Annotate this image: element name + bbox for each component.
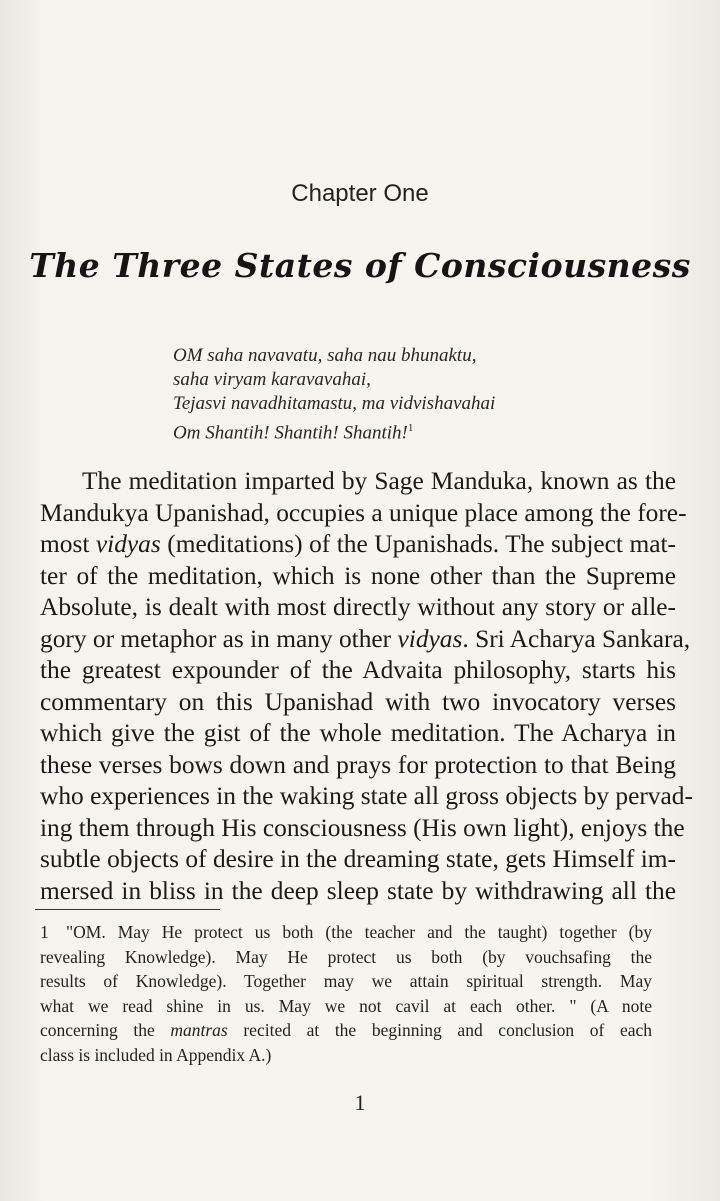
body-line: commentary on this Upanishad with two invocatory verses xyxy=(40,687,676,716)
body-line: The meditation imparted by Sage Manduka, known as the xyxy=(82,467,676,495)
body-text: . Sri Acharya Sankara, xyxy=(462,624,691,653)
body-line: who experiences in the waking state all gross objects by pervad- xyxy=(40,782,693,810)
body-line: mersed in bliss in the deep sleep state by withdrawing all the xyxy=(40,876,676,905)
page-number: 1 xyxy=(354,1090,366,1115)
invocation-line-last xyxy=(173,416,643,445)
invocation-line: OM saha navavatu, saha nau bhunaktu, xyxy=(173,345,477,366)
chapter-title: The Three States of Consciousness xyxy=(29,246,691,285)
body-line: which give the gist of the whole meditation. The Acharya in xyxy=(40,719,676,747)
body-text: most xyxy=(40,530,96,558)
invocation-verse xyxy=(173,344,643,445)
invocation-line: Tejasvi navadhitamastu, ma vidvishavahai xyxy=(173,393,496,414)
italic-term: mantras xyxy=(170,1020,228,1040)
body-paragraph xyxy=(40,466,693,907)
footnote-text: recited at the beginning and conclusion of each xyxy=(227,1020,652,1040)
footnote-divider xyxy=(35,909,220,910)
body-text: gory or metaphor as in many other xyxy=(40,624,398,653)
invocation-line: saha viryam karavavahai, xyxy=(173,369,371,390)
body-line xyxy=(40,624,691,656)
chapter-label: Chapter One xyxy=(291,180,429,207)
invocation-line-text: Om Shantih! Shantih! Shantih! xyxy=(173,422,408,444)
footnote-number: 1 xyxy=(40,922,49,942)
body-line: the greatest expounder of the Advaita philosophy, starts his xyxy=(40,656,676,684)
footnote-line: results of Knowledge). Together may we attain spiritual strength. May xyxy=(40,971,652,991)
footnote xyxy=(40,920,652,1067)
body-line: ter of the meditation, which is none other than the Supreme xyxy=(40,561,676,590)
body-line: these verses bows down and prays for protection to that Being xyxy=(40,750,676,779)
italic-term: vidyas xyxy=(397,624,463,653)
footnote-line xyxy=(40,920,652,945)
body-text: (meditations) of the Upanishads. The subject mat- xyxy=(160,530,676,558)
body-line: subtle objects of desire in the dreaming state, gets Himself im- xyxy=(40,845,676,873)
footnote-reference: 1 xyxy=(407,422,414,434)
italic-term: vidyas xyxy=(95,530,161,558)
footnote-line xyxy=(40,1018,652,1043)
body-line xyxy=(40,529,676,561)
footnote-line: class is included in Appendix A.) xyxy=(40,1044,272,1065)
footnote-line: revealing Knowledge). May He protect us both (by vouchsafing the xyxy=(40,946,652,967)
footnote-line: what we read shine in us. May we not cavil at each other. " (A note xyxy=(40,995,652,1016)
footnote-text: concerning the xyxy=(40,1020,171,1040)
footnote-text: "OM. May He protect us both (the teacher and the taught) together (by xyxy=(66,922,652,942)
body-line: ing them through His consciousness (His own light), enjoys the xyxy=(40,813,685,842)
body-line: Absolute, is dealt with most directly without any story or alle- xyxy=(40,593,676,621)
body-line: Mandukya Upanishad, occupies a unique place among the fore- xyxy=(40,498,687,527)
